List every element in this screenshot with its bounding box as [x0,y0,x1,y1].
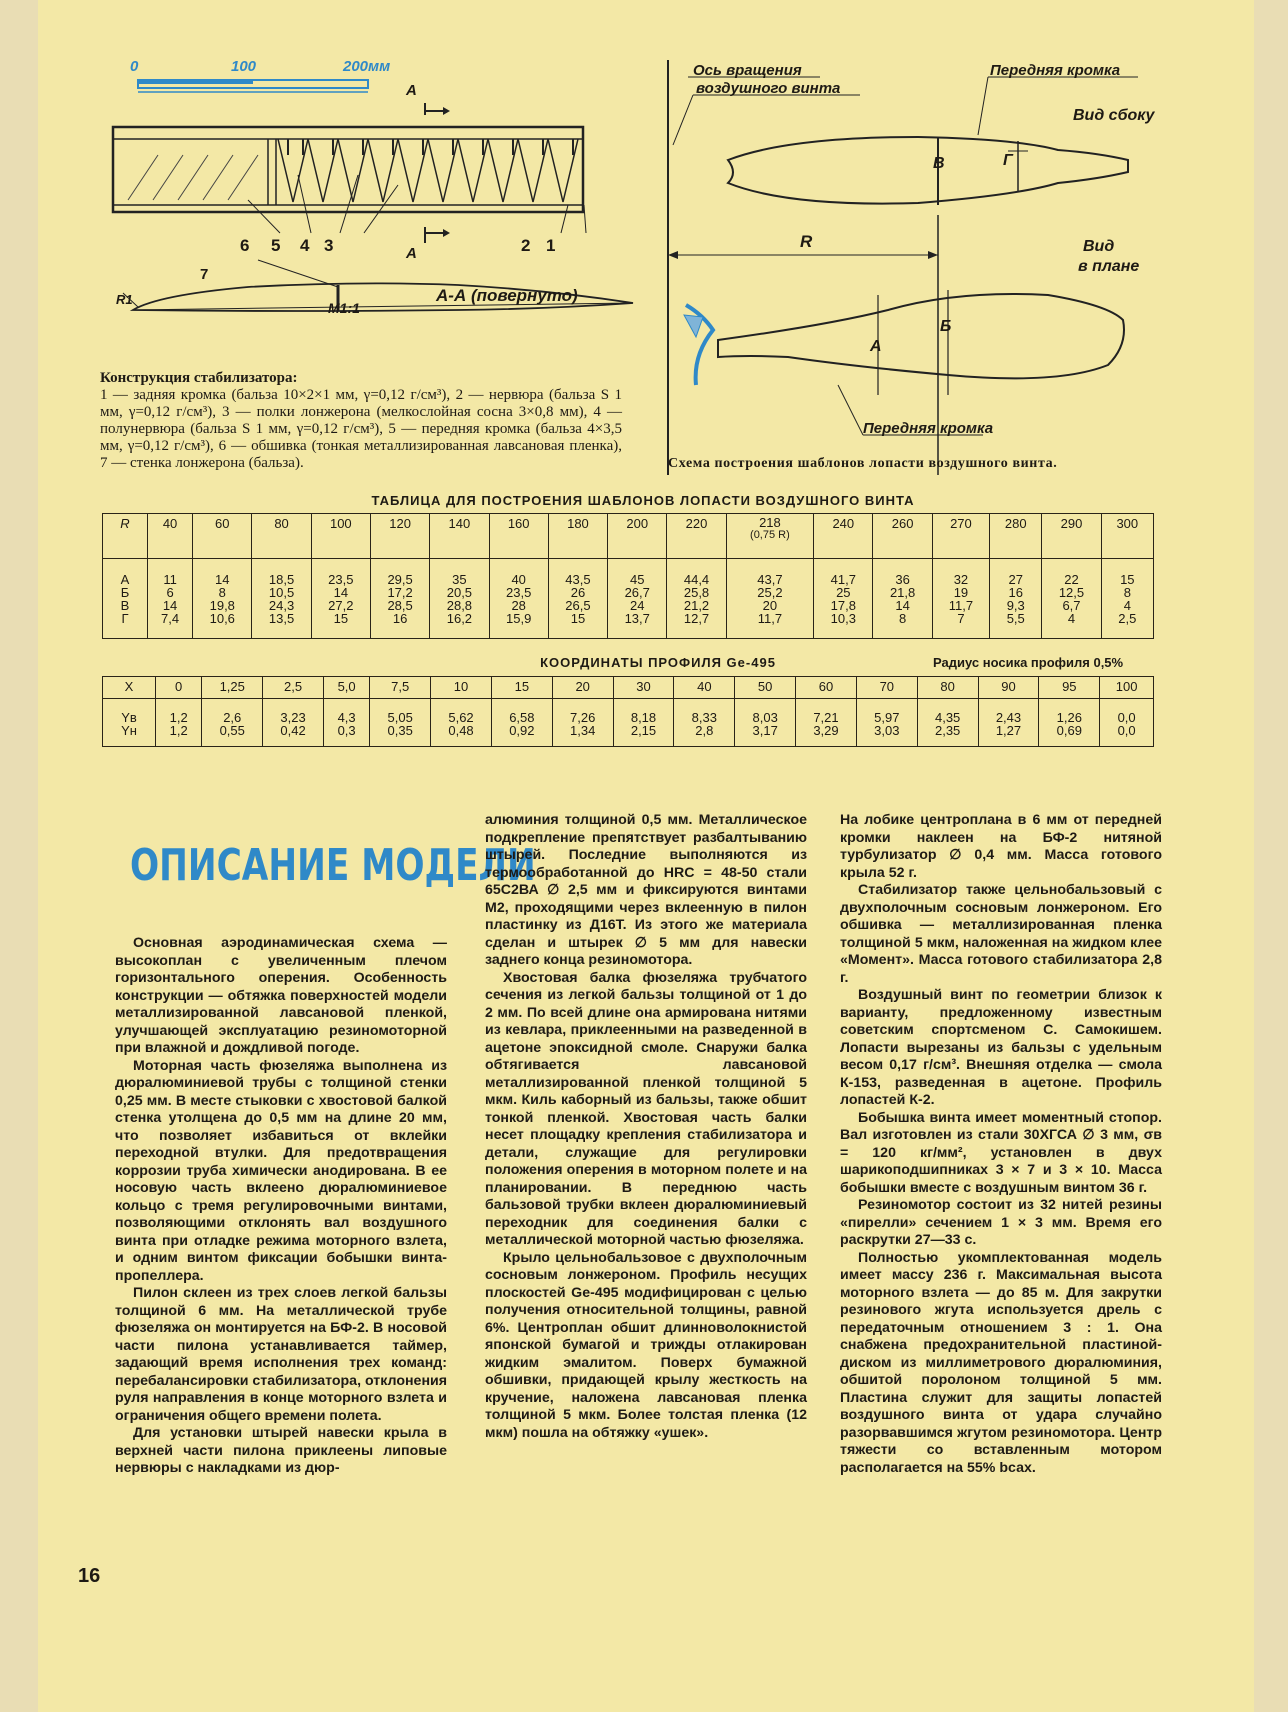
y-cell [202,699,263,747]
values-cell [814,559,873,639]
row-label-a: А [120,572,130,587]
radius-note: (0,75 R) [750,529,790,541]
article-column-3 [840,812,1162,1477]
radius-cell: 80 [252,514,311,559]
yn-value: 0,69 [1056,723,1082,738]
scale-label: М1:1 [328,300,360,316]
values-cell [489,559,548,639]
value-v: 6,7 [1062,598,1081,613]
row-label-b: Б [120,585,130,600]
value-b: 20,5 [446,585,473,600]
axis-label-1: Ось вращения [693,62,802,79]
yn-value: 3,17 [752,723,778,738]
value-a: 32 [953,572,969,587]
radius-cell [726,514,814,559]
y-cell [796,699,857,747]
value-a: 14 [215,572,230,587]
x-cell: 10 [431,677,492,699]
leading-edge-top: Передняя кромка [990,62,1121,79]
value-v: 24 [630,598,645,613]
paragraph: алюминия толщиной 0,5 мм. Металлическое подкрепление препятствует разбалтыванию штырей. Последние выполняются из термообработанной до HRC = 48-50 стали 65С2ВА ∅ 2,5 мм и фиксируются винтами М2, проходящими через вклеенную в пилон пластинку из Д16Т. Из этого же материала сделан и штырек ∅ 5 мм для навески заднего конца резиномотора. [485,812,807,968]
stabilizer-caption-title: Конструкция стабилизатора: [100,370,298,386]
x-cell: 1,25 [202,677,263,699]
yv-value: 4,35 [934,710,961,725]
radius-cell: 40 [148,514,193,559]
value-b: 14 [333,585,349,600]
value-b: 25,8 [683,585,710,600]
value-v: 26,5 [565,598,591,613]
values-cell [608,559,667,639]
radius-cell: 60 [193,514,252,559]
y-cell [613,699,674,747]
value-g: 16 [392,611,408,626]
values-cell [311,559,370,639]
paragraph: Резиномотор состоит из 32 нитей резины «пирелли» сечением 1 × 3 мм. Время его раскрутки 27—33 с. [840,1197,1162,1248]
yv-value: 1,2 [169,710,188,725]
value-g: 8 [898,611,907,626]
yv-value: 5,97 [874,710,900,725]
radius-cell: 180 [548,514,607,559]
yn-value: 1,2 [169,723,188,738]
yv-value: 0,0 [1117,710,1136,725]
y-cell [431,699,492,747]
yn-value: 0,35 [387,723,413,738]
profile-table-note: Радиус носика профиля 0,5% [933,655,1124,670]
x-cell: 100 [1100,677,1154,699]
label-b: Б [940,318,952,335]
label-g: Г [1003,152,1013,169]
y-cell [917,699,978,747]
value-b: 26,7 [624,585,650,600]
value-g: 15 [333,611,349,626]
value-g: 10,6 [209,611,235,626]
yn-value: 0,42 [280,723,306,738]
value-a: 18,5 [268,572,295,587]
paragraph: Основная аэродинамическая схема — высокоплан с увеличенным плечом горизонтального оперения. Особенность конструкции — обтяжка поверхностей модели металлизированной лавсановой пленкой, улучшающей эксплуатацию резиномоторной при влажной и дождливой погоде. [115,935,447,1056]
paragraph: Хвостовая балка фюзеляжа трубчатого сечения из легкой бальзы толщиной от 1 до 2 мм. По всей длине она армирована нитями из кевлара, приклеенными на разведенной в ацетоне эпоксидной смоле. Снаружи балка обтягивается лавсановой металлизированной пленкой толщиной 5 мкм. Киль каборный из бальзы, также обшит тонкой пленкой. Хвостовая часть балки несет площадку крепления стабилизатора и детали, служащие для регулировки положения оперения в моторном полете и на планировании. В переднюю часть бальзовой трубки вклеен дюралюминиевый переходник для соединения балки с металлической моторной частью фюзеляжа. [485,969,807,1248]
value-v: 21,2 [683,598,710,613]
radius-cell: 240 [814,514,873,559]
part-number: 6 [240,236,250,255]
values-cell [873,559,932,639]
x-cell: 30 [613,677,674,699]
value-b: 19 [953,585,969,600]
side-view-label: Вид сбоку [1073,107,1155,124]
value-v: 14 [895,598,910,613]
value-a: 23,5 [328,572,354,587]
axis-label-2: воздушного винта [696,80,841,97]
radius-cell: 120 [370,514,429,559]
yv-value: 8,18 [630,710,657,725]
plan-view-label-1: Вид [1083,238,1115,255]
values-cell [1101,559,1153,639]
yn-value: 0,92 [509,723,535,738]
part-number: 4 [300,236,310,255]
value-g: 11,7 [757,611,783,626]
value-v: 28 [511,598,526,613]
x-cell: 0 [156,677,202,699]
value-a: 27 [1008,572,1023,587]
paragraph: Воздушный винт по геометрии близок к варианту, предложенному известным советским спортсменом С. Самокишем. Лопасти вырезаны из бальзы с удельным весом 0,17 г/см³. Внешняя отделка — смола К-153, разведенная в ацетоне. Профиль лопастей К-2. [840,987,1162,1108]
scale-100: 100 [231,58,257,75]
part-number: 3 [324,236,334,255]
paragraph: Для установки штырей навески крыла в верхней части пилона приклеены липовые нервюры с накладками из дюр- [115,1425,447,1476]
article-heading: ОПИСАНИЕ МОДЕЛИ [130,840,536,891]
y-cell [1039,699,1100,747]
yn-value: 2,35 [934,723,961,738]
values-cell [430,559,489,639]
yv-value: 1,26 [1056,710,1082,725]
x-cell: 90 [978,677,1039,699]
y-cell [735,699,796,747]
radius-cell: 100 [311,514,370,559]
plan-view-label-2: в плане [1078,258,1140,275]
yv-value: 2,43 [995,710,1022,725]
blade-table-title: ТАБЛИЦА ДЛЯ ПОСТРОЕНИЯ ШАБЛОНОВ ЛОПАСТИ ВОЗДУШНОГО ВИНТА [371,493,915,508]
leading-edge-bottom: Передняя кромка [863,420,994,437]
y-cell [674,699,735,747]
yv-value: 6,58 [509,710,535,725]
yn-value: 1,34 [570,723,596,738]
radius-R-label: R [800,232,813,251]
profile-table-title: КООРДИНАТЫ ПРОФИЛЯ Ge-495 [540,655,776,670]
value-b: 17,2 [387,585,413,600]
values-cell [932,559,989,639]
values-cell [148,559,193,639]
paragraph: Пилон склеен из трех слоев легкой бальзы толщиной 6 мм. На металлической трубе фюзеляжа он монтируется на БФ-2. В носовой части пилона устанавливается таймер, задающий время исполнения трех команд: перебалансировки стабилизатора, отклонения руля направления в конце моторного взлета и ограничения общего времени полета. [115,1285,448,1424]
value-v: 19,8 [209,598,235,613]
row-labels-cell [103,559,148,639]
yv-value: 2,6 [223,710,242,725]
scale-200: 200мм [343,58,391,75]
page-number: 16 [78,1565,101,1587]
article-column-1 [115,935,447,1478]
x-cell: 60 [796,677,857,699]
radius-cell: 160 [489,514,548,559]
x-cell: 70 [856,677,917,699]
radius-cell: 270 [932,514,989,559]
stabilizer-drawing [98,55,698,355]
magazine-page [38,0,1254,1712]
yn-value: 2,8 [695,723,714,738]
value-b: 12,5 [1058,585,1085,600]
value-g: 5,5 [1006,611,1025,626]
value-a: 35 [452,572,467,587]
radius-value: 218 [759,515,781,530]
value-b: 8 [218,585,226,600]
radius-cell: 140 [430,514,489,559]
yv-value: 8,33 [691,710,717,725]
paragraph: Полностью укомплектованная модель имеет массу 236 г. Максимальная высота моторного взлета — до 85 м. Для закрутки резинового жгута используется дрель с передаточным отношением 3 : 1. Она снабжена предохранительной пластиной-диском из миллиметрового дюралюминия, обшитой поролоном толщиной 5 мм. Пластина служит для защиты лопастей воздушного винта от удара случайно разорвавшимся жгутом резиномотора. Центр тяжести со вставленным мотором располагается на 55% bсах. [840,1249,1162,1476]
yn-label: Yн [121,723,137,738]
part-number: 1 [546,236,556,255]
y-cell [156,699,202,747]
x-cell: 7,5 [370,677,431,699]
value-v: 24,3 [268,598,295,613]
value-g: 16,2 [446,611,473,626]
stabilizer-caption-text: 1 — задняя кромка (бальза 10×2×1 мм, γ=0,12 г/см³), 2 — нервюра (бальза S 1 мм, γ=0,12 г/см³), 3 — полки лонжерона (мелкослойная сосна 3×0,8 мм), 4 — полунервюра (бальза S 1 мм, γ=0,12 г/см³), 5 — передняя кромка (бальза 4×3,5 мм, γ=0,12 г/см³), 6 — обшивка (тонкая металлизированная лавсановая пленка), 7 — стенка лонжерона (бальза). [100,387,622,471]
label-a: А [870,338,882,355]
part-number: 5 [271,236,281,255]
value-g: 7,4 [161,611,180,626]
label-v: В [933,155,945,172]
yv-value: 3,23 [280,710,306,725]
radius-cell: 200 [608,514,667,559]
x-cell: 50 [735,677,796,699]
x-cell: 80 [917,677,978,699]
x-cell: 95 [1039,677,1100,699]
y-cell [552,699,613,747]
y-cell [856,699,917,747]
y-cell [491,699,552,747]
value-a: 43,5 [565,572,591,587]
yv-value: 4,3 [337,710,356,725]
value-b: 25 [836,585,851,600]
yn-value: 3,29 [813,723,839,738]
section-label: А-А (повернуто) [436,286,578,305]
value-g: 4 [1067,611,1076,626]
y-cell [1100,699,1154,747]
row-label-g: Г [121,611,129,626]
value-a: 45 [630,572,645,587]
value-v: 14 [162,598,178,613]
row-label-v: В [120,598,130,613]
value-v: 9,3 [1006,598,1025,613]
y-cell [323,699,369,747]
yv-value: 8,03 [752,710,778,725]
propeller-caption: Схема построения шаблонов лопасти воздушного винта. [668,456,1058,471]
values-cell [193,559,252,639]
part-number: 2 [521,236,531,255]
value-b: 10,5 [268,585,295,600]
value-a: 40 [511,572,526,587]
paragraph: Бобышка винта имеет моментный стопор. Вал изготовлен из стали 30ХГСА ∅ 3 мм, σв = 120 кг/мм², установлен в двух шарикоподшипниках 3 × 7 и 3 × 10. Масса бобышки вместе с воздушным винтом 36 г. [840,1109,1162,1196]
value-a: 29,5 [387,572,413,587]
yv-label: Yв [121,710,137,725]
value-g: 2,5 [1118,611,1137,626]
radius-cell: 220 [667,514,726,559]
value-g: 7 [957,611,965,626]
value-a: 11 [163,572,177,587]
yv-value: 7,21 [813,710,839,725]
yn-value: 0,0 [1117,723,1136,738]
yv-value: 5,05 [387,710,413,725]
value-g: 15,9 [506,611,532,626]
values-cell [1042,559,1101,639]
y-labels-cell [103,699,156,747]
blade-table [102,513,1154,639]
value-g: 12,7 [683,611,710,626]
values-cell [548,559,607,639]
value-v: 11,7 [948,598,974,613]
value-g: 15 [570,611,586,626]
x-cell: 15 [491,677,552,699]
y-cell [370,699,431,747]
value-g: 13,5 [268,611,295,626]
article-column-2 [485,812,807,1442]
scale-zero: 0 [130,58,139,75]
yn-value: 0,55 [219,723,245,738]
value-b: 21,8 [889,585,916,600]
value-a: 43,7 [757,572,783,587]
value-a: 44,4 [683,572,710,587]
radius-cell: 280 [990,514,1042,559]
value-b: 6 [166,585,174,600]
profile-table [102,676,1154,747]
yn-value: 3,03 [874,723,900,738]
radius-cell: 260 [873,514,932,559]
y-cell [978,699,1039,747]
value-g: 10,3 [830,611,856,626]
x-cell: 2,5 [263,677,324,699]
yv-value: 5,62 [448,710,474,725]
values-cell [667,559,726,639]
yv-value: 7,26 [570,710,596,725]
value-v: 20 [762,598,778,613]
yn-value: 0,3 [337,723,356,738]
propeller-drawing [628,55,1148,475]
value-g: 13,7 [624,611,650,626]
paragraph: На лобике центроплана в 6 мм от передней кромки наклеен на БФ-2 нитяной турбулизатор ∅ 0,4 мм. Масса готового крыла 52 г. [840,812,1162,881]
value-a: 22 [1064,572,1079,587]
part-number-7: 7 [200,266,209,283]
y-cell [263,699,324,747]
value-v: 28,5 [387,598,413,613]
section-mark-bottom: А [406,245,417,262]
values-cell [252,559,311,639]
blade-table-header: R [103,514,148,559]
paragraph: Моторная часть фюзеляжа выполнена из дюралюминиевой трубы с толщиной стенки 0,25 мм. В месте стыковки с хвостовой балкой стенка утолщена до 0,5 мм на длине 20 мм, что позволяет избавиться от вклейки переходной втулки. Для предотвращения коррозии труба химически анодирована. В ее носовую часть вклеено дюралюминиевое кольцо с тремя регулировочными винтами, позволяющими отклонять вал воздушного винта при отладке режима моторного взлета, и одним винтом фиксации бобышки винта-пропеллера. [115,1057,447,1284]
x-cell: 5,0 [323,677,369,699]
x-cell: 40 [674,677,735,699]
value-a: 41,7 [830,572,856,587]
x-label: X [103,677,156,699]
radius-cell: 300 [1101,514,1153,559]
value-v: 4 [1123,598,1131,613]
value-v: 28,8 [446,598,473,613]
x-cell: 20 [552,677,613,699]
yn-value: 0,48 [448,723,474,738]
values-cell [726,559,814,639]
yn-value: 2,15 [630,723,657,738]
yn-value: 1,27 [995,723,1022,738]
value-b: 16 [1008,585,1023,600]
paragraph: Стабилизатор также цельнобальзовый с двухполочным сосновым лонжероном. Его обшивка — металлизированная пленка толщиной 5 мкм, наложенная на жидком клее «Момент». Масса готового стабилизатора 2,8 г. [840,882,1162,986]
radius-label: R1 [116,292,133,307]
value-v: 27,2 [328,598,354,613]
values-cell [370,559,429,639]
paragraph: Крыло цельнобальзовое с двухполочным сосновым лонжероном. Профиль несущих плоскостей Ge-495 модифицирован с целью получения относительной толщины, равной 6%. Центроплан обшит длинноволокнистой японской бумагой и трижды отлакирован жидким эмалитом. Поверх бумажной обшивки, придающей крылу жесткость на кручение, наложена лавсановая пленка толщиной 5 мкм. Более толстая пленка (12 мкм) пошла на обтяжку «ушек». [485,1249,807,1441]
values-cell [990,559,1042,639]
value-b: 8 [1123,585,1131,600]
value-a: 15 [1120,572,1135,587]
section-mark-top: А [406,82,417,99]
value-a: 36 [895,572,910,587]
value-b: 25,2 [757,585,783,600]
value-v: 17,8 [830,598,856,613]
value-b: 23,5 [506,585,532,600]
radius-cell: 290 [1042,514,1101,559]
stabilizer-caption [100,370,622,472]
value-b: 26 [570,585,586,600]
